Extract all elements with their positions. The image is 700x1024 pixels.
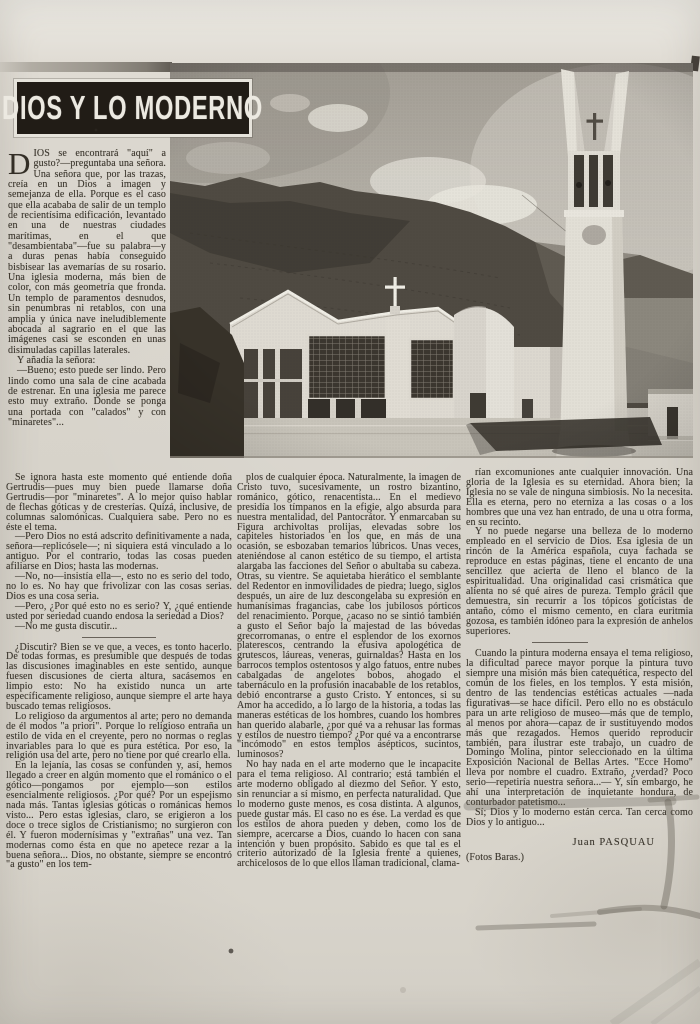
paragraph: —No me gusta discutir... [15,620,118,632]
paragraph: —Pero Dios no está adscrito definitivamente a nada, señora—replicósele—; ni siquiera está vinculado a lo antiguo. Por el contrario, todas las cosas pueden afiliarse en Dios; hasta las modernas. [6,531,232,573]
paragraph: Lo religioso da argumentos al arte; pero no demanda de él modos "a priori". Porque lo religioso entraña un estilo de vida en el creyente, pero no normas o reglas invariables para lo que es pura estética. Por eso, la religión usa del arte, pero no tiene por qué crearlo ella. [6,710,232,762]
lead-text: IOS se encontrará "aquí" a gusto?—preguntaba una señora. Una señora que, por las trazas, creía en un Dios a imagen y semejanza de ella. Porque es el caso que ella acababa de salir de un templo de recientísima edificación, levantado en una de nuestras ciudades marítimas, en el que "desambientaba"—fue su palabra—y a duras penas había conseguido bisbisear las avemarías de su rosario. Una iglesia moderna, más bien de color, con más geometría que fronda. Un templo de paramentos desnudos, sin penumbras ni retablos, con una amplia y única nave ineludiblemente abocada al sagrario en el que las imágenes casi se esconden en unas disimuladas capillas laterales. [8,149,166,356]
paragraph: —No, no—insistía ella—, esto no es serio del todo, no lo es. No hay que frivolizar con las cosas serias. Dios es una cosa seria. [6,571,232,602]
paragraph: No hay nada en el arte moderno que le incapacite para el tema religioso. Al contrario; está también el arte moderno obligado al diezmo del Señor. Y esto, sin renunciar a sí mismo, en perfecta naturalidad. Que lo moderno guste menos, es cosa distinta. A algunos, puede gustar más. El caso no es ése. La verdad es que los estilos de ahora pueden y deben, como los de siempre, acercarse a Dios, cuando lo hacen con sana intención y buen propósito. Sabido es que tal es el criterio autorizado de la Iglesia frente a quienes, archicelosos de lo que ellos llaman tradicional, clama- [237,759,461,870]
column-right [466,468,693,988]
paragraph: Y no puede negarse una belleza de lo moderno empleado en el servicio de Dios. Esa iglesia de un rincón de la América española, cuya fachada se reproduce en estas páginas, tiene el encanto de una sencillez que acierta de lleno el blanco de la espiritualidad. Una originalidad casi crismática que alienta no sé qué aires de pureza. Templo grácil que demuestra, sin recurrir a los tópicos goticistas de antaño, cómo el mismo cemento, en clara euritmia gozosa, es también idóneo para la expresión de anhelos superiores. [466,526,693,637]
paragraph: Y añadía la señora: [17,354,96,366]
intro-column [8,149,166,467]
section-divider [82,637,156,638]
paragraph: —Pero, ¿Por qué esto no es serio? Y, ¿qué entiende usted por seriedad cuando endosa la seriedad a Dios? [6,600,232,622]
lead-paragraph [8,149,166,356]
paragraph: Sí; Dios y lo moderno están cerca. Tan cerca como Dios y lo antiguo... [466,806,693,828]
author-byline: Juan PASQUAU [572,836,655,848]
column-middle [237,473,461,973]
photo-credit: (Fotos Baras.) [466,851,525,863]
paragraph: Cuando la pintura moderna ensaya el tema religioso, la dificultad parece mayor porque la pintura tuvo siempre una misión más bien catequética, respecto del común de los fieles, en los templos. Y esta misión, dentro de las tendencias estéticas actuales —nada figurativas—se hace difícil. Pero ello no es obstáculo para un arte religioso de museo—más que de templo, al menos por ahora—capaz de ir sustituyendo modos más que rezagados. Hemos querido reproducir también, para ilustrar este trabajo, un cuadro de Domingo Molina, pintor seleccionado en la última Exposición Nacional de Bellas Artes. "Ecce Homo" lleva por nombre el cuadro. Extraño, ¿verdad? Poco serio—repetiría nuestra señora...— Y, sin embargo, he ahí una interpretación de inquietante hondura, de conturbador patetismo... [466,648,693,808]
paragraph: Se ignora hasta este momento qué entiende doña Gertrudis—pues muy bien puede llamarse doña Gertrudis—por "minaretes". A lo mejor quiso hablar de flechas góticas y de cresterías. Quizá, inclusive, de columnas salomónicas. Cualquiera sabe. Pero no es éste el tema. [6,473,232,533]
article-title-box [2,79,264,137]
paragraph: ¿Discutir? Bien se ve que, a veces, es tonto hacerlo. De todas formas, es presumible que después de todas las discusiones imaginables en este sentido, aunque fuesen discusiones de cierta altura, sacásemos en limpio esto: No ha existido nunca un arte específicamente religioso, aunque siempre el arte haya buscado temas religiosos. [6,641,232,712]
section-divider [532,642,588,643]
paragraph: plos de cualquier época. Naturalmente, la imagen de Cristo tuvo, sucesivamente, un rostro bizantino, románico, gótico, renacentista... En el medievo presidía los tímpanos en la efigie, algo absurda para nuestra mentalidad, del Pantocrátor. Y enmarcaban su Figura archivoltas prolijas, elevadas sobre los capiteles historiados en los que, en más de una ocasión, se esbozaban temarios lúbricos. Unas veces, ateniéndose al canon estético de su tiempo, el artista alargaba las facciones del Señor o abultaba su cabeza. Otras, su vientre. Se aquietaba hierático el semblante del Redentor en inmovilidades de piedra; luego, siglos después, un aire de luz descongelaba su expresión en humanísimas fragancias, cabe los jubilosos pórticos del renacimiento. Porque, ¿acaso no se sintió también a gusto el Señor bajo la majestad de las bóvedas grecorromanas, o entre el esplendor de los exornos platerescos, centrando la efusiva apologética de grutescos, láureas, veneras, guirnaldas? Hasta en los barrocos templos ostentosos y algo fatuos, entre nubes cabalgadas de angelotes bobos, ahogado el tabernáculo en la profusión inacabable de los retablos, debió encontrarse a gusto Cristo. Y entonces, si su Amor ha accedido, a lo largo de la historia, a todas las maneras estéticas de los hombres, cuando los hombres han querido alabarle, ¿por qué va a rehusar las formas y estilos de nuestro tiempo? ¿Por qué va a encontrarse "incómodo" en estos templos asépticos, sucintos, luminosos? [237,473,461,761]
article-title: DIOS Y LO MODERNO [2,88,264,127]
scan-artifact-strip [0,62,172,72]
paragraph: En la lejanía, las cosas se confunden y, así, hemos llegado a creer en algún momento que el románico o el gótico—pongamos por ejemplo—son estilos esencialmente religiosos. ¿Por qué? Por un espejismo nada más. Tantas iglesias góticas o románicas hemos visto... Pero estas iglesias, claro, se erigieron a los doce o trece siglos de Cristianismo; no surgieron con él. Y fueron modernísimas y "extrañas" una vez. Tan modernas como ésta en que no apetece rezar a la buena señora... Dios, no obstante, siempre se encontró "a gusto" en los tem- [6,760,232,871]
paragraph: —Bueno; esto puede ser lindo. Pero lindo como una sala de cine acabada de estrenar. En una iglesia me parece esto muy extraño. Donde se ponga una portada con "calados" y con "minaretes"... [8,365,166,428]
paragraph: rían excomuniones ante cualquier innovación. Una gloria de la Iglesia es su eternidad. Ahora bien; la Iglesia no se vale de ninguna simbiosis. No la necesita. Ella es eterna, pero no eterniza a las cosas o a los hombres que una vez han entrado, de una u otra forma, en su recinto. [466,468,693,528]
column-left [6,473,232,973]
drop-cap: D [8,149,31,181]
